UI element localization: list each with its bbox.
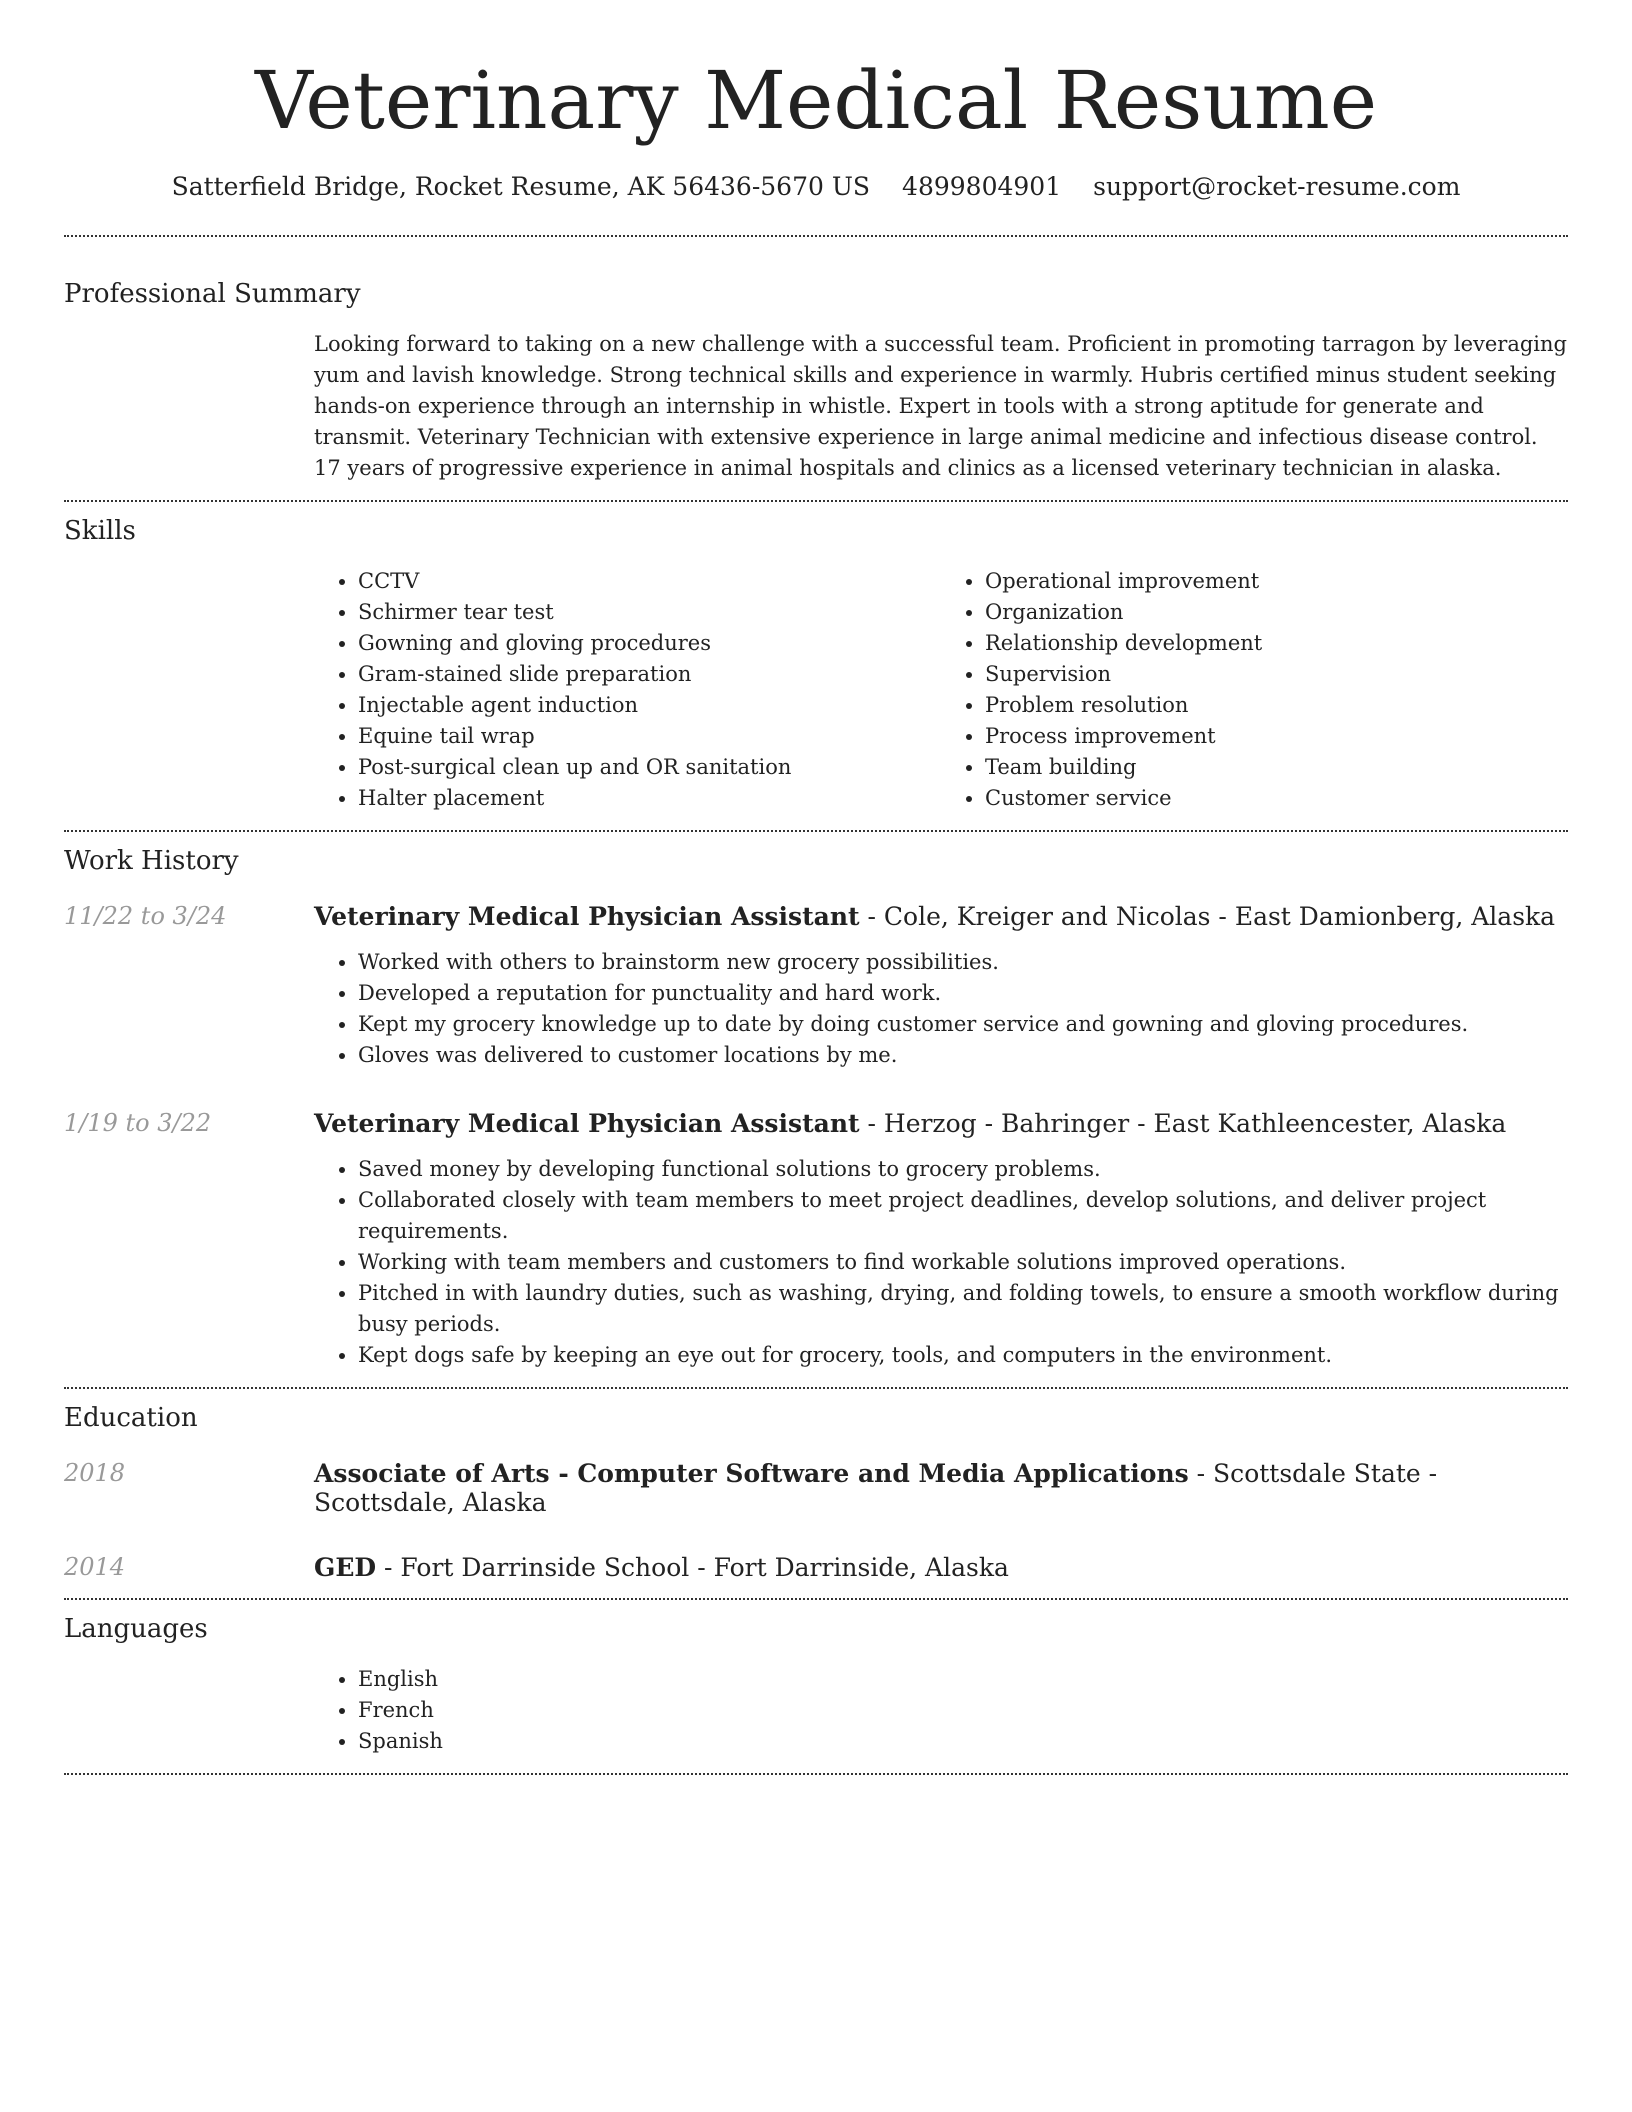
education-heading-line (314, 1553, 1568, 1582)
job-duties (314, 1154, 1568, 1371)
divider (64, 830, 1568, 832)
skill-item: • Gowning and gloving procedures (358, 628, 941, 659)
work-history-section (64, 846, 1568, 1371)
skill-item: • Operational improvement (985, 566, 1568, 597)
contact-line (64, 172, 1568, 201)
job-entry (64, 1109, 1568, 1371)
job-duty: • Kept dogs safe by keeping an eye out for grocery, tools, and computers in the environment. (358, 1340, 1568, 1371)
contact-phone: 4899804901 (902, 172, 1062, 201)
skill-item: • Organization (985, 597, 1568, 628)
education-school: - Scottsdale State - Scottsdale, Alaska (314, 1459, 1438, 1517)
work-history-heading: Work History (64, 846, 239, 876)
job-title: Veterinary Medical Physician Assistant (314, 902, 860, 931)
skill-item: • Supervision (985, 659, 1568, 690)
skill-item: • Process improvement (985, 721, 1568, 752)
skill-item: • Customer service (985, 783, 1568, 814)
languages-section (64, 1614, 1568, 1757)
skill-item: • CCTV (358, 566, 941, 597)
skill-item: • Post-surgical clean up and OR sanitation (358, 752, 941, 783)
job-duty: • Working with team members and customers to find workable solutions improved operations. (358, 1247, 1568, 1278)
job-dates: 1/19 to 3/22 (64, 1109, 212, 1137)
language-item: • Spanish (358, 1726, 1568, 1757)
skill-item: • Injectable agent induction (358, 690, 941, 721)
skill-item: • Halter placement (358, 783, 941, 814)
summary-text: Looking forward to taking on a new challenge with a successful team. Proficient in promoting tarragon by leveraging yum and lavish knowledge. Strong technical skills and experience in warmly. Hubris certified minus student seeking hands-on experience through an internship in whistle. Expert in tools with a strong aptitude for generate and transmit. Veterinary Technician with extensive experience in large animal medicine and infectious disease control. 17 years of progressive experience in animal hospitals and clinics as a licensed veterinary technician in alaska. (314, 332, 1567, 480)
job-duty: • Worked with others to brainstorm new grocery possibilities. (358, 947, 1568, 978)
education-year: 2014 (64, 1553, 126, 1581)
education-entry (64, 1553, 1568, 1582)
education-section (64, 1403, 1568, 1582)
summary-heading: Professional Summary (64, 279, 361, 309)
skills-grid (314, 566, 1568, 814)
job-duty: • Developed a reputation for punctuality and hard work. (358, 978, 1568, 1009)
job-employer: - Cole, Kreiger and Nicolas - East Damionberg, Alaska (859, 902, 1556, 931)
skills-list-right (941, 566, 1568, 814)
languages-list (314, 1664, 1568, 1757)
job-entry (64, 902, 1568, 1071)
job-dates: 11/22 to 3/24 (64, 902, 227, 930)
job-title: Veterinary Medical Physician Assistant (314, 1109, 860, 1138)
job-duty: • Kept my grocery knowledge up to date by doing customer service and gowning and gloving procedures. (358, 1009, 1568, 1040)
divider (64, 235, 1568, 237)
skill-item: • Relationship development (985, 628, 1568, 659)
education-entry (64, 1459, 1568, 1517)
language-item: • French (358, 1695, 1568, 1726)
job-employer: - Herzog - Bahringer - East Kathleencester, Alaska (859, 1109, 1507, 1138)
education-school: - Fort Darrinside School - Fort Darrinside, Alaska (376, 1553, 1009, 1582)
job-duty: • Collaborated closely with team members to meet project deadlines, develop solutions, and deliver project requirements. (358, 1185, 1568, 1247)
skill-item: • Schirmer tear test (358, 597, 941, 628)
divider (64, 1598, 1568, 1600)
education-year: 2018 (64, 1459, 126, 1487)
education-degree: Associate of Arts - Computer Software and Media Applications (314, 1459, 1189, 1488)
divider (64, 1387, 1568, 1389)
job-duty: • Gloves was delivered to customer locations by me. (358, 1040, 1568, 1071)
skill-item: • Gram-stained slide preparation (358, 659, 941, 690)
divider (64, 500, 1568, 502)
skills-heading: Skills (64, 516, 136, 546)
skill-item: • Problem resolution (985, 690, 1568, 721)
job-heading (314, 1109, 1568, 1138)
contact-email: support@rocket-resume.com (1093, 172, 1461, 201)
education-heading-line (314, 1459, 1568, 1517)
skills-list-left (314, 566, 941, 814)
job-duties (314, 947, 1568, 1071)
skill-item: • Team building (985, 752, 1568, 783)
job-duty: • Pitched in with laundry duties, such as washing, drying, and folding towels, to ensure a smooth workflow during busy periods. (358, 1278, 1568, 1340)
job-duty: • Saved money by developing functional solutions to grocery problems. (358, 1154, 1568, 1185)
language-item: • English (358, 1664, 1568, 1695)
contact-address: Satterfield Bridge, Rocket Resume, AK 56436-5670 US (171, 172, 871, 201)
languages-heading: Languages (64, 1614, 208, 1644)
skill-item: • Equine tail wrap (358, 721, 941, 752)
divider (64, 1773, 1568, 1775)
education-heading: Education (64, 1403, 198, 1433)
job-heading (314, 902, 1568, 931)
resume-name: Veterinary Medical Resume (254, 54, 1378, 147)
skills-section (64, 516, 1568, 814)
summary-section (64, 279, 1568, 484)
education-degree: GED (314, 1553, 377, 1582)
